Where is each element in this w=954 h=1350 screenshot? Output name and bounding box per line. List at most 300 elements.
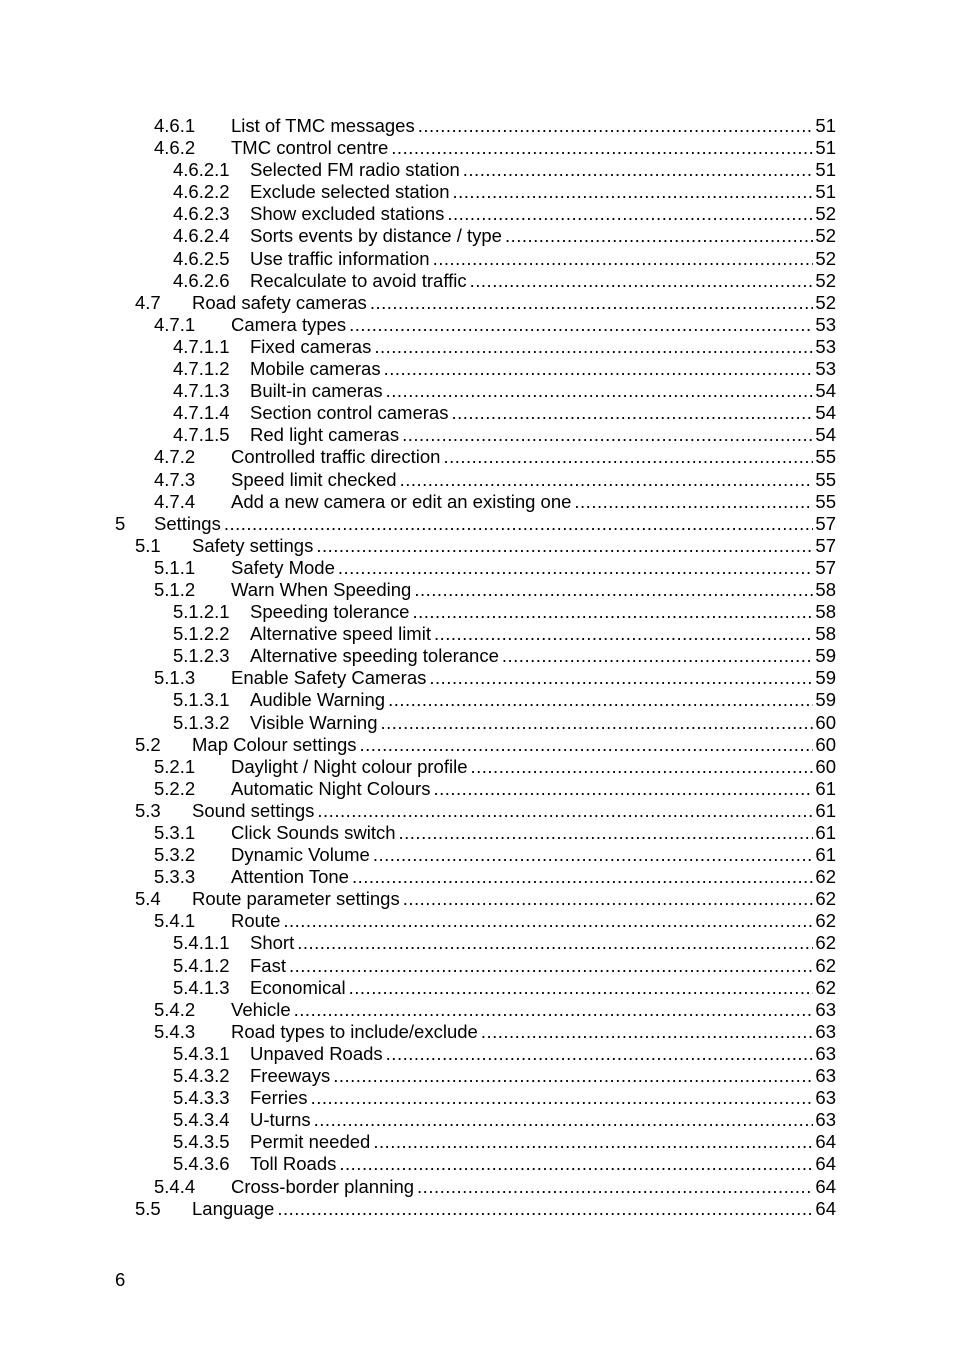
toc-entry-page: 64 xyxy=(815,1175,836,1197)
dot-leader xyxy=(502,645,814,667)
toc-entry-page: 52 xyxy=(815,247,836,269)
toc-entry[interactable] xyxy=(0,292,954,314)
toc-entry-number: 4.7 xyxy=(135,291,161,313)
toc-entry-line xyxy=(250,336,836,358)
toc-entry-number: 5.4.3.6 xyxy=(173,1153,230,1175)
dot-leader xyxy=(414,579,813,601)
toc-entry-page: 51 xyxy=(815,115,836,136)
toc-entry[interactable] xyxy=(0,734,954,756)
toc-entry-title[interactable]: Use traffic information xyxy=(250,247,430,269)
toc-entry-line xyxy=(231,1176,836,1198)
toc-entry-page: 52 xyxy=(815,291,836,313)
dot-leader xyxy=(373,1131,813,1153)
toc-entry[interactable] xyxy=(0,380,954,402)
toc-entry-title[interactable]: Road safety cameras xyxy=(192,291,367,313)
toc-entry-line xyxy=(250,623,836,645)
dot-leader xyxy=(418,115,814,137)
toc-entry-line xyxy=(231,469,836,491)
toc-entry-number: 4.6.2 xyxy=(154,137,196,159)
dot-leader xyxy=(283,910,813,932)
toc-entry[interactable] xyxy=(0,689,954,711)
toc-entry-number: 5.4.3 xyxy=(154,1020,196,1042)
toc-entry-line xyxy=(231,579,836,601)
toc-entry-line xyxy=(231,491,836,513)
toc-entry[interactable] xyxy=(0,314,954,336)
toc-entry-number: 5.1 xyxy=(135,534,161,556)
toc-entry-line xyxy=(250,645,836,667)
toc-entry-title[interactable]: Settings xyxy=(154,512,221,534)
toc-entry[interactable] xyxy=(0,203,954,225)
table-of-contents xyxy=(0,115,954,1220)
toc-entry-page: 62 xyxy=(815,932,836,954)
dot-leader xyxy=(349,314,813,336)
toc-entry-title[interactable]: Attention Tone xyxy=(231,866,349,888)
toc-entry-number: 5.4.1 xyxy=(154,910,196,932)
toc-entry-number: 4.6.2.6 xyxy=(173,269,230,291)
toc-entry-line xyxy=(250,955,836,977)
toc-entry-page: 64 xyxy=(815,1131,836,1153)
toc-entry-number: 4.6.2.2 xyxy=(173,181,230,203)
toc-entry-title[interactable]: Fixed cameras xyxy=(250,335,372,357)
toc-entry-title[interactable]: Mobile cameras xyxy=(250,358,381,380)
toc-entry-page: 63 xyxy=(815,998,836,1020)
toc-entry-page: 54 xyxy=(815,402,836,424)
toc-entry[interactable] xyxy=(0,800,954,822)
toc-entry-title[interactable]: Ferries xyxy=(250,1087,308,1109)
toc-entry-number: 5.1.3.2 xyxy=(173,711,230,733)
toc-entry-number: 5.1.2.3 xyxy=(173,645,230,667)
toc-entry-title[interactable]: Visible Warning xyxy=(250,711,378,733)
toc-entry-number: 5.1.2 xyxy=(154,578,196,600)
toc-entry-title[interactable]: Alternative speed limit xyxy=(250,623,431,645)
toc-entry-title[interactable]: Short xyxy=(250,932,295,954)
toc-entry-title[interactable]: Permit needed xyxy=(250,1131,371,1153)
toc-entry[interactable] xyxy=(0,1109,954,1131)
toc-entry-title[interactable]: Map Colour settings xyxy=(192,733,357,755)
dot-leader xyxy=(453,181,814,203)
toc-entry-title[interactable]: U-turns xyxy=(250,1109,311,1131)
toc-entry-line xyxy=(250,1109,836,1131)
dot-leader xyxy=(447,203,813,225)
toc-entry-page: 63 xyxy=(815,1087,836,1109)
toc-entry-page: 61 xyxy=(815,799,836,821)
toc-entry[interactable] xyxy=(0,336,954,358)
dot-leader xyxy=(277,1198,813,1220)
toc-entry[interactable] xyxy=(0,270,954,292)
toc-entry-number: 4.6.2.5 xyxy=(173,247,230,269)
toc-entry-line xyxy=(231,446,836,468)
toc-entry-number: 4.7.1 xyxy=(154,313,196,335)
toc-entry[interactable] xyxy=(0,1176,954,1198)
toc-entry-line xyxy=(250,601,836,623)
dot-leader xyxy=(505,225,813,247)
toc-entry-title[interactable]: Show excluded stations xyxy=(250,203,445,225)
toc-entry-line xyxy=(231,115,836,137)
toc-entry-number: 5.4.3.4 xyxy=(173,1109,230,1131)
toc-entry-number: 5.2.1 xyxy=(154,755,196,777)
toc-entry[interactable] xyxy=(0,1065,954,1087)
toc-entry-number: 4.7.1.1 xyxy=(173,335,230,357)
toc-entry-title[interactable]: Sound settings xyxy=(192,799,315,821)
toc-entry[interactable] xyxy=(0,623,954,645)
toc-entry-page: 64 xyxy=(815,1197,836,1219)
toc-entry[interactable] xyxy=(0,358,954,380)
toc-entry-line xyxy=(231,778,836,800)
toc-entry-page: 55 xyxy=(815,490,836,512)
toc-entry-line xyxy=(250,1065,836,1087)
toc-entry-number: 5.2.2 xyxy=(154,777,196,799)
toc-entry-line xyxy=(250,203,836,225)
toc-entry-page: 61 xyxy=(815,844,836,866)
toc-entry-line xyxy=(192,1198,836,1220)
dot-leader xyxy=(403,888,814,910)
toc-entry[interactable] xyxy=(0,822,954,844)
toc-entry-title[interactable]: Automatic Night Colours xyxy=(231,777,431,799)
toc-entry-page: 54 xyxy=(815,380,836,402)
dot-leader xyxy=(360,734,814,756)
dot-leader xyxy=(333,1065,813,1087)
toc-entry-line xyxy=(250,689,836,711)
toc-entry[interactable] xyxy=(0,778,954,800)
toc-entry-page: 62 xyxy=(815,888,836,910)
dot-leader xyxy=(391,137,813,159)
toc-entry-title[interactable]: Camera types xyxy=(231,313,347,335)
toc-entry-number: 5.2 xyxy=(135,733,161,755)
dot-leader xyxy=(339,1153,813,1175)
dot-leader xyxy=(433,248,814,270)
dot-leader xyxy=(386,380,814,402)
toc-entry-title[interactable]: Speeding tolerance xyxy=(250,601,410,623)
toc-entry-page: 51 xyxy=(815,137,836,159)
dot-leader xyxy=(349,977,814,999)
toc-entry-title[interactable]: Red light cameras xyxy=(250,424,400,446)
toc-entry-page: 57 xyxy=(815,534,836,556)
toc-entry[interactable] xyxy=(0,888,954,910)
toc-entry[interactable] xyxy=(0,579,954,601)
toc-entry[interactable] xyxy=(0,402,954,424)
toc-entry-number: 4.7.2 xyxy=(154,446,196,468)
toc-entry-line xyxy=(250,1087,836,1109)
toc-entry-line xyxy=(250,977,836,999)
toc-entry-line xyxy=(250,181,836,203)
toc-entry-title[interactable]: Route parameter settings xyxy=(192,888,400,910)
dot-leader xyxy=(294,999,814,1021)
toc-entry[interactable] xyxy=(0,535,954,557)
toc-entry-number: 5.4.1.3 xyxy=(173,976,230,998)
toc-entry-title[interactable]: Dynamic Volume xyxy=(231,844,370,866)
toc-entry-number: 5.1.3 xyxy=(154,667,196,689)
toc-entry-line xyxy=(250,159,836,181)
toc-entry-number: 5.4.2 xyxy=(154,998,196,1020)
toc-entry-number: 5.4.1.1 xyxy=(173,932,230,954)
dot-leader xyxy=(386,1043,814,1065)
toc-entry[interactable] xyxy=(0,181,954,203)
toc-entry[interactable] xyxy=(0,645,954,667)
toc-entry-number: 4.7.1.5 xyxy=(173,424,230,446)
dot-leader xyxy=(471,756,814,778)
toc-entry-line xyxy=(154,513,836,535)
toc-entry-title[interactable]: Enable Safety Cameras xyxy=(231,667,427,689)
toc-entry-line xyxy=(250,380,836,402)
toc-entry-title[interactable]: Route xyxy=(231,910,281,932)
toc-entry-title[interactable]: TMC control centre xyxy=(231,137,389,159)
toc-entry[interactable] xyxy=(0,115,954,137)
dot-leader xyxy=(314,1109,814,1131)
dot-leader xyxy=(311,1087,814,1109)
toc-entry-number: 5.5 xyxy=(135,1197,161,1219)
toc-entry-title[interactable]: Cross-border planning xyxy=(231,1175,415,1197)
toc-entry-title[interactable]: Safety Mode xyxy=(231,556,335,578)
toc-entry[interactable] xyxy=(0,999,954,1021)
toc-entry[interactable] xyxy=(0,910,954,932)
toc-entry[interactable] xyxy=(0,932,954,954)
toc-entry[interactable] xyxy=(0,977,954,999)
toc-entry-page: 62 xyxy=(815,866,836,888)
toc-entry-page: 52 xyxy=(815,203,836,225)
toc-entry-number: 5.4.3.3 xyxy=(173,1087,230,1109)
toc-entry-page: 52 xyxy=(815,225,836,247)
toc-entry-title[interactable]: Exclude selected station xyxy=(250,181,450,203)
toc-entry-title[interactable]: Toll Roads xyxy=(250,1153,337,1175)
toc-entry-page: 62 xyxy=(815,910,836,932)
toc-entry-number: 5.4.4 xyxy=(154,1175,196,1197)
dot-leader xyxy=(412,601,813,623)
toc-entry-number: 5.1.2.1 xyxy=(173,601,230,623)
toc-entry-page: 51 xyxy=(815,181,836,203)
toc-entry-page: 58 xyxy=(815,601,836,623)
toc-entry[interactable] xyxy=(0,137,954,159)
toc-entry-page: 55 xyxy=(815,446,836,468)
dot-leader xyxy=(388,689,813,711)
toc-entry-line xyxy=(250,1153,836,1175)
toc-entry-title[interactable]: Alternative speeding tolerance xyxy=(250,645,499,667)
toc-entry-title[interactable]: Language xyxy=(192,1197,275,1219)
toc-entry-line xyxy=(231,557,836,579)
toc-entry[interactable] xyxy=(0,844,954,866)
toc-entry-page: 55 xyxy=(815,468,836,490)
dot-leader xyxy=(433,778,813,800)
toc-entry[interactable] xyxy=(0,866,954,888)
toc-entry-page: 60 xyxy=(815,733,836,755)
toc-entry-page: 61 xyxy=(815,822,836,843)
dot-leader xyxy=(463,159,814,181)
toc-entry-title[interactable]: Fast xyxy=(250,954,286,976)
toc-entry-line xyxy=(231,756,836,778)
toc-entry-title[interactable]: Freeways xyxy=(250,1065,331,1087)
toc-entry-line xyxy=(231,137,836,159)
toc-entry-page: 59 xyxy=(815,667,836,689)
toc-entry-title[interactable]: Safety settings xyxy=(192,534,314,556)
toc-entry-line xyxy=(192,888,836,910)
toc-entry-number: 5 xyxy=(115,512,126,534)
toc-entry-line xyxy=(192,800,836,822)
dot-leader xyxy=(434,623,813,645)
toc-entry-number: 5.4.3.1 xyxy=(173,1042,230,1064)
toc-entry-number: 4.6.2.3 xyxy=(173,203,230,225)
toc-entry-line xyxy=(192,734,836,756)
toc-entry-number: 5.4.1.2 xyxy=(173,954,230,976)
toc-entry[interactable] xyxy=(0,601,954,623)
toc-entry-number: 4.6.2.4 xyxy=(173,225,230,247)
toc-entry[interactable] xyxy=(0,1021,954,1043)
toc-entry-title[interactable]: Click Sounds switch xyxy=(231,822,396,843)
dot-leader xyxy=(374,336,813,358)
toc-entry-number: 4.7.1.4 xyxy=(173,402,230,424)
dot-leader xyxy=(402,424,813,446)
dot-leader xyxy=(443,446,813,468)
toc-entry[interactable] xyxy=(0,1043,954,1065)
toc-entry[interactable] xyxy=(0,159,954,181)
toc-entry-page: 51 xyxy=(815,159,836,181)
dot-leader xyxy=(317,800,813,822)
toc-entry-number: 5.3 xyxy=(135,799,161,821)
toc-entry[interactable] xyxy=(0,557,954,579)
toc-entry-page: 58 xyxy=(815,578,836,600)
dot-leader xyxy=(289,955,813,977)
toc-entry-title[interactable]: Vehicle xyxy=(231,998,291,1020)
toc-entry-title[interactable]: Add a new camera or edit an existing one xyxy=(231,490,572,512)
toc-entry-title[interactable]: Sorts events by distance / type xyxy=(250,225,502,247)
toc-entry-page: 63 xyxy=(815,1109,836,1131)
dot-leader xyxy=(316,535,813,557)
toc-entry[interactable] xyxy=(0,667,954,689)
toc-entry-number: 5.4 xyxy=(135,888,161,910)
dot-leader xyxy=(417,1176,813,1198)
toc-entry[interactable] xyxy=(0,469,954,491)
toc-entry-line xyxy=(250,1043,836,1065)
toc-entry-line xyxy=(250,248,836,270)
toc-entry-page: 54 xyxy=(815,424,836,446)
toc-entry-page: 63 xyxy=(815,1042,836,1064)
toc-entry-page: 57 xyxy=(815,556,836,578)
dot-leader xyxy=(481,1021,814,1043)
toc-entry-title[interactable]: Unpaved Roads xyxy=(250,1042,383,1064)
toc-entry-line xyxy=(231,667,836,689)
toc-entry-number: 5.4.3.5 xyxy=(173,1131,230,1153)
toc-entry-number: 5.3.3 xyxy=(154,866,196,888)
toc-entry-number: 4.7.4 xyxy=(154,490,196,512)
dot-leader xyxy=(352,866,813,888)
dot-leader xyxy=(451,402,813,424)
toc-entry-title[interactable]: Speed limit checked xyxy=(231,468,397,490)
dot-leader xyxy=(338,557,814,579)
toc-entry[interactable] xyxy=(0,1131,954,1153)
toc-entry-page: 64 xyxy=(815,1153,836,1175)
toc-entry[interactable] xyxy=(0,1198,954,1220)
toc-entry-number: 4.6.2.1 xyxy=(173,159,230,181)
toc-entry-page: 60 xyxy=(815,711,836,733)
toc-entry-page: 53 xyxy=(815,358,836,380)
toc-entry-page: 53 xyxy=(815,335,836,357)
toc-entry-line xyxy=(192,292,836,314)
toc-entry-line xyxy=(231,1021,836,1043)
toc-entry-page: 59 xyxy=(815,689,836,711)
dot-leader xyxy=(381,712,814,734)
toc-entry-line xyxy=(231,999,836,1021)
toc-entry[interactable] xyxy=(0,424,954,446)
toc-entry[interactable] xyxy=(0,248,954,270)
toc-entry-line xyxy=(250,424,836,446)
toc-entry-title[interactable]: Selected FM radio station xyxy=(250,159,460,181)
dot-leader xyxy=(574,491,813,513)
toc-entry-number: 4.7.1.3 xyxy=(173,380,230,402)
toc-entry-number: 5.4.3.2 xyxy=(173,1065,230,1087)
toc-entry-title[interactable]: Daylight / Night colour profile xyxy=(231,755,468,777)
toc-entry-page: 59 xyxy=(815,645,836,667)
toc-entry-page: 62 xyxy=(815,976,836,998)
toc-entry-title[interactable]: Section control cameras xyxy=(250,402,449,424)
toc-entry-page: 60 xyxy=(815,755,836,777)
toc-entry-page: 63 xyxy=(815,1065,836,1087)
toc-entry-title[interactable]: Economical xyxy=(250,976,346,998)
toc-entry-page: 58 xyxy=(815,623,836,645)
toc-entry-number: 5.3.1 xyxy=(154,822,196,843)
toc-entry-number: 5.3.2 xyxy=(154,844,196,866)
toc-entry[interactable] xyxy=(0,225,954,247)
dot-leader xyxy=(224,513,814,535)
toc-entry-page: 61 xyxy=(815,777,836,799)
toc-entry-line xyxy=(250,402,836,424)
dot-leader xyxy=(297,932,813,954)
toc-entry-page: 63 xyxy=(815,1020,836,1042)
toc-entry-line xyxy=(231,866,836,888)
toc-entry[interactable] xyxy=(0,756,954,778)
toc-entry-line xyxy=(250,712,836,734)
toc-entry-line xyxy=(250,225,836,247)
toc-entry-line xyxy=(231,822,836,844)
dot-leader xyxy=(429,667,813,689)
toc-entry-title[interactable]: List of TMC messages xyxy=(231,115,415,136)
dot-leader xyxy=(399,822,814,844)
toc-entry-page: 62 xyxy=(815,954,836,976)
toc-entry-page: 57 xyxy=(815,512,836,534)
toc-entry-line xyxy=(192,535,836,557)
toc-entry-line xyxy=(231,910,836,932)
toc-entry[interactable] xyxy=(0,446,954,468)
toc-entry-title[interactable]: Audible Warning xyxy=(250,689,386,711)
toc-entry-line xyxy=(231,314,836,336)
toc-entry[interactable] xyxy=(0,955,954,977)
toc-entry-line xyxy=(250,1131,836,1153)
toc-entry[interactable] xyxy=(0,712,954,734)
toc-entry-title[interactable]: Road types to include/exclude xyxy=(231,1020,478,1042)
toc-entry-line xyxy=(250,932,836,954)
dot-leader xyxy=(384,358,814,380)
toc-entry-number: 4.6.1 xyxy=(154,115,196,136)
toc-entry-number: 5.1.2.2 xyxy=(173,623,230,645)
toc-entry-title[interactable]: Controlled traffic direction xyxy=(231,446,441,468)
toc-entry-number: 4.7.1.2 xyxy=(173,358,230,380)
toc-entry-page: 53 xyxy=(815,313,836,335)
toc-entry[interactable] xyxy=(0,491,954,513)
toc-entry-title[interactable]: Warn When Speeding xyxy=(231,578,412,600)
toc-entry-number: 4.7.3 xyxy=(154,468,196,490)
dot-leader xyxy=(470,270,814,292)
toc-entry[interactable] xyxy=(0,1087,954,1109)
dot-leader xyxy=(373,844,814,866)
toc-entry-number: 5.1.3.1 xyxy=(173,689,230,711)
toc-entry-line xyxy=(250,270,836,292)
toc-entry-title[interactable]: Built-in cameras xyxy=(250,380,383,402)
toc-entry[interactable] xyxy=(0,513,954,535)
toc-entry-page: 52 xyxy=(815,269,836,291)
dot-leader xyxy=(370,292,814,314)
dot-leader xyxy=(400,469,814,491)
toc-entry[interactable] xyxy=(0,1153,954,1175)
toc-entry-line xyxy=(250,358,836,380)
page-number: 6 xyxy=(115,1269,126,1290)
toc-entry-title[interactable]: Recalculate to avoid traffic xyxy=(250,269,467,291)
